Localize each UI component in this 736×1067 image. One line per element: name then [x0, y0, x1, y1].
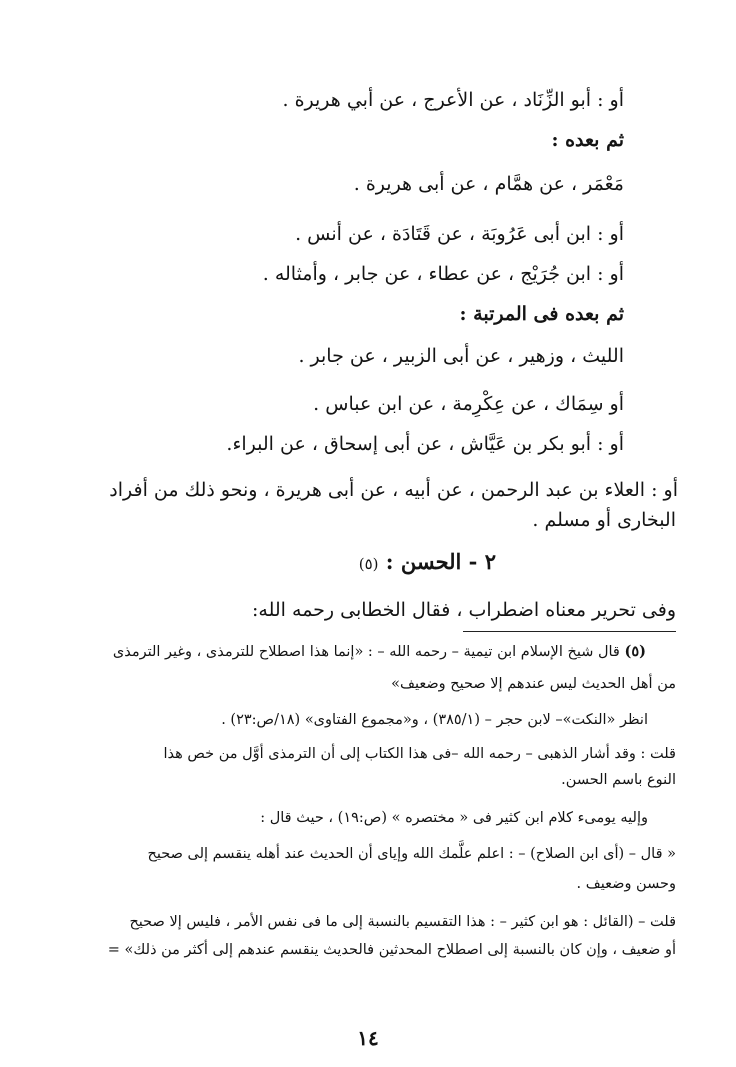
text-line: وفى تحرير معناه اضطراب ، فقال الخطابى رحمه الله:	[252, 599, 676, 621]
footnote-line: قلت – (القائل : هو ابن كثير – : هذا التقسيم بالنسبة إلى ما فى نفس الأمر ، فليس إلا صحيح	[129, 914, 676, 930]
footnote-line: « قال – (أى ابن الصلاح) – : اعلم علَّمك الله وإياى أن الحديث عند أهله ينقسم إلى صحيح	[147, 846, 676, 862]
section-title: ٢ - الحسن :	[385, 549, 496, 574]
text-line: البخارى أو مسلم .	[532, 509, 676, 531]
footnote-line: انظر «النكت»– لابن حجر – (٣٨٥/١) ، و«مجموع الفتاوى» (١٨/ص:٢٣) .	[221, 712, 648, 728]
footnote-line: من أهل الحديث ليس عندهم إلا صحيح وضعيف»	[391, 676, 676, 692]
section-heading	[359, 550, 496, 576]
footnote-line: قلت : وقد أشار الذهبى – رحمه الله –فى هذا الكتاب إلى أن الترمذى أوَّل من خص هذا	[163, 746, 676, 762]
footnote-line: النوع باسم الحسن.	[561, 772, 676, 788]
page-number: ١٤	[357, 1026, 379, 1050]
footnote-text: قال شيخ الإسلام ابن تيمية – رحمه الله – : «إنما هذا اصطلاح للترمذى ، وغير الترمذى	[112, 644, 620, 660]
footnote-line: أو ضعيف ، وإن كان بالنسبة إلى اصطلاح المحدثين فالحديث ينقسم عندهم إلى أكثر من ذلك» =	[107, 942, 676, 958]
footnote-tag: (٥)	[624, 643, 646, 660]
footnote-line: وإليه يومىء كلام ابن كثير فى « مختصره » (ص:١٩) ، حيث قال :	[260, 810, 648, 826]
heading: ثم بعده :	[551, 129, 624, 151]
footnote-line: وحسن وضعيف .	[576, 876, 676, 892]
text-line: الليث ، وزهير ، عن أبى الزبير ، عن جابر .	[298, 345, 624, 367]
text-line: أو : أبو الزِّنَاد ، عن الأعرج ، عن أبي هريرة .	[282, 89, 624, 111]
footnote-line	[113, 642, 646, 662]
heading: ثم بعده فى المرتبة :	[459, 303, 624, 325]
text-line: أو : أبو بكر بن عَيَّاش ، عن أبى إسحاق ، عن البراء.	[226, 433, 624, 455]
text-line: أو : العلاء بن عبد الرحمن ، عن أبيه ، عن أبى هريرة ، ونحو ذلك من أفراد	[109, 479, 678, 501]
text-line: أو : ابن أبى عَرُوبَة ، عن قَتَادَة ، عن أنس .	[295, 223, 624, 245]
footnote-ref: (٥)	[358, 555, 379, 573]
text-line: مَعْمَر ، عن همَّام ، عن أبى هريرة .	[353, 173, 624, 195]
text-line: أو : ابن جُرَيْج ، عن عطاء ، عن جابر ، وأمثاله .	[262, 263, 624, 285]
footnote-divider	[463, 631, 676, 632]
text-line: أو سِمَاك ، عن عِكْرِمة ، عن ابن عباس .	[313, 393, 624, 415]
